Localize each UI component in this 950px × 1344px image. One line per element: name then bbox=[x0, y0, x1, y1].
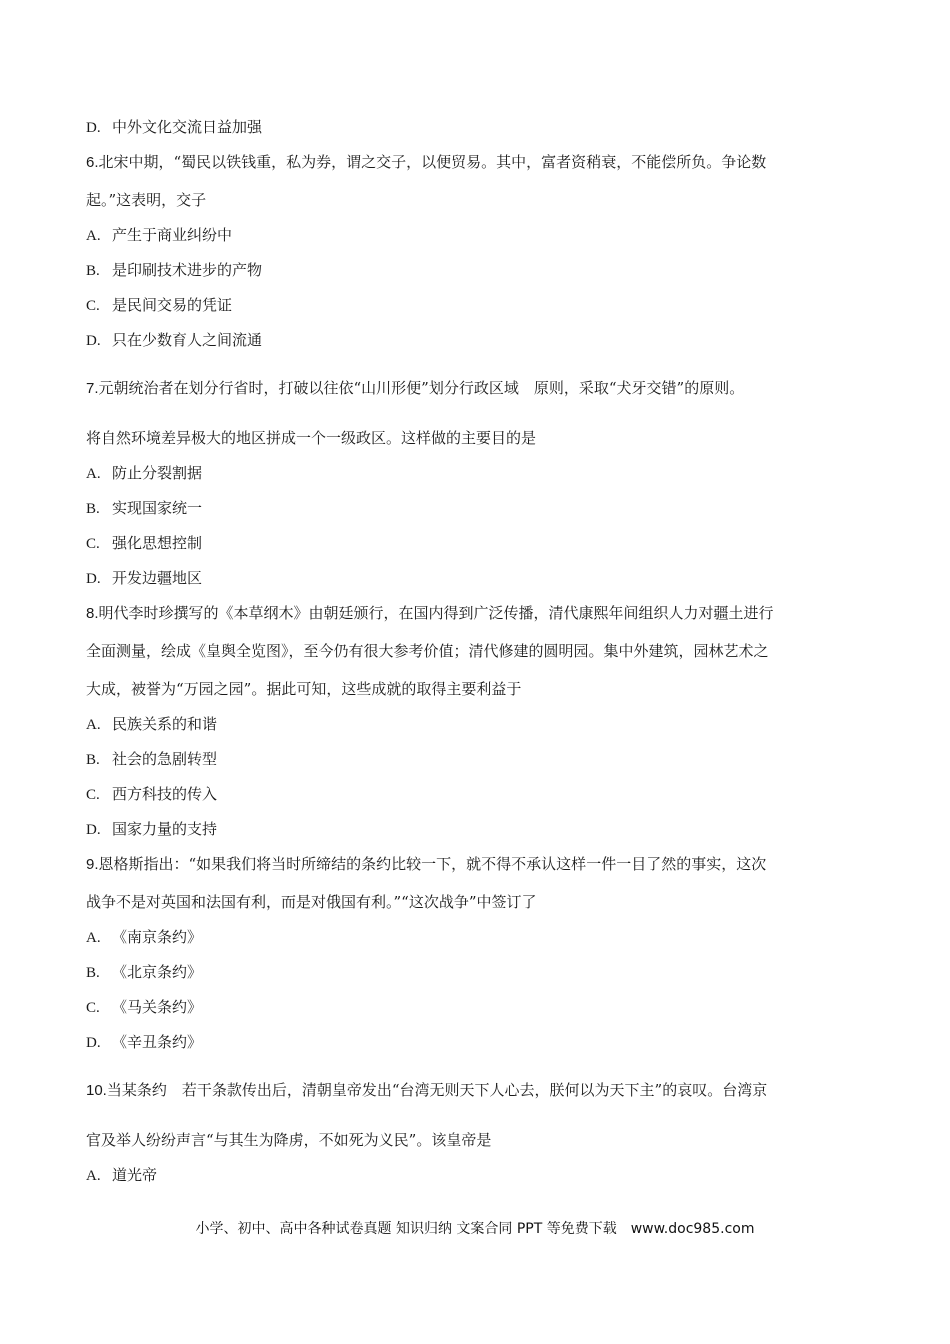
option-letter: A. bbox=[86, 466, 101, 482]
question-text: 战争不是对英国和法国有利，而是对俄国有利。”“这次战争”中签订了 bbox=[86, 893, 537, 911]
option-q9-d bbox=[86, 1032, 202, 1053]
option-letter: B. bbox=[86, 965, 100, 981]
option-text: 《马关条约》 bbox=[112, 998, 203, 1016]
question-number: 6. bbox=[86, 154, 99, 171]
question-8-continued-1 bbox=[86, 641, 769, 661]
option-text: 强化思想控制 bbox=[112, 534, 203, 552]
option-q7-b bbox=[86, 498, 202, 519]
option-q9-c bbox=[86, 997, 202, 1018]
question-text: 将自然环境差异极大的地区拼成一个一级政区。这样做的主要目的是 bbox=[86, 429, 537, 447]
option-q6-b bbox=[86, 260, 262, 281]
option-letter: A. bbox=[86, 1168, 101, 1184]
question-text: 起。”这表明，交子 bbox=[86, 191, 207, 209]
question-6-continued bbox=[86, 190, 206, 210]
question-6 bbox=[86, 152, 766, 173]
option-text: 只在少数育人之间流通 bbox=[112, 331, 263, 349]
option-text: 中外文化交流日益加强 bbox=[112, 118, 263, 136]
option-letter: A. bbox=[86, 930, 101, 946]
option-text: 防止分裂割据 bbox=[112, 464, 203, 482]
option-letter: C. bbox=[86, 536, 100, 552]
option-letter: C. bbox=[86, 1000, 100, 1016]
question-number: 8. bbox=[86, 605, 99, 622]
option-text: 民族关系的和谐 bbox=[112, 715, 218, 733]
option-text: 国家力量的支持 bbox=[112, 820, 218, 838]
option-text: 西方科技的传入 bbox=[112, 785, 218, 803]
option-q7-c bbox=[86, 533, 202, 554]
option-q6-a bbox=[86, 225, 232, 246]
option-text: 《辛丑条约》 bbox=[112, 1033, 203, 1051]
option-q10-a bbox=[86, 1165, 157, 1186]
option-letter: B. bbox=[86, 263, 100, 279]
option-letter: D. bbox=[86, 333, 101, 349]
question-7 bbox=[86, 378, 744, 399]
question-number: 9. bbox=[86, 856, 99, 873]
option-text: 《南京条约》 bbox=[112, 928, 203, 946]
option-q8-a bbox=[86, 714, 217, 735]
question-9 bbox=[86, 854, 766, 875]
option-letter: C. bbox=[86, 298, 100, 314]
option-q6-d bbox=[86, 330, 262, 351]
question-8 bbox=[86, 603, 774, 624]
option-letter: D. bbox=[86, 571, 101, 587]
option-letter: A. bbox=[86, 228, 101, 244]
question-text: 明代李时珍撰写的《本草纲木》由朝廷颁行，在国内得到广泛传播，清代康熙年间组织人力对疆土进行 bbox=[98, 604, 774, 622]
option-text: 《北京条约》 bbox=[112, 963, 203, 981]
option-letter: B. bbox=[86, 752, 100, 768]
question-9-continued bbox=[86, 892, 537, 912]
question-8-continued-2 bbox=[86, 679, 521, 699]
option-q7-a bbox=[86, 463, 202, 484]
question-number: 7. bbox=[86, 380, 99, 397]
option-q9-b bbox=[86, 962, 202, 983]
option-q9-a bbox=[86, 927, 202, 948]
question-text: 元朝统治者在划分行省时，打破以往依“山川形便”划分行政区域 原则，采取“犬牙交错”的原则。 bbox=[98, 379, 745, 397]
question-10 bbox=[86, 1080, 767, 1101]
question-text: 大成，被誉为“万园之园”。据此可知，这些成就的取得主要利益于 bbox=[86, 680, 522, 698]
option-q8-c bbox=[86, 784, 217, 805]
option-q5-d bbox=[86, 117, 262, 138]
option-q8-d bbox=[86, 819, 217, 840]
question-10-continued bbox=[86, 1130, 491, 1150]
question-text: 官及举人纷纷声言“与其生为降虏，不如死为义民”。该皇帝是 bbox=[86, 1131, 492, 1149]
question-7-continued bbox=[86, 428, 536, 448]
question-text: 全面测量，绘成《皇舆全览图》，至今仍有很大参考价值；清代修建的圆明园。集中外建筑，园林艺术之 bbox=[86, 642, 769, 660]
option-q8-b bbox=[86, 749, 217, 770]
option-text: 开发边疆地区 bbox=[112, 569, 203, 587]
option-letter: C. bbox=[86, 787, 100, 803]
question-number: 10. bbox=[86, 1082, 107, 1099]
option-q6-c bbox=[86, 295, 232, 316]
option-letter: B. bbox=[86, 501, 100, 517]
option-text: 道光帝 bbox=[112, 1166, 158, 1184]
option-text: 产生于商业纠纷中 bbox=[112, 226, 233, 244]
page-footer: 小学、初中、高中各种试卷真题 知识归纳 文案合同 PPT 等免费下载 www.doc985.com bbox=[195, 1221, 755, 1237]
option-letter: D. bbox=[86, 822, 101, 838]
question-text: 北宋中期，“蜀民以铁钱重，私为券，谓之交子，以便贸易。其中，富者资稍衰，不能偿所负。争论数 bbox=[98, 153, 767, 171]
option-letter: D. bbox=[86, 1035, 101, 1051]
option-text: 是印刷技术进步的产物 bbox=[112, 261, 263, 279]
question-text: 当某条约 若干条款传出后，清朝皇帝发出“台湾无则天下人心去，朕何以为天下主”的哀叹。台湾京 bbox=[106, 1081, 768, 1099]
option-text: 是民间交易的凭证 bbox=[112, 296, 233, 314]
question-text: 恩格斯指出：“如果我们将当时所缔结的条约比较一下，就不得不承认这样一件一目了然的事实，这次 bbox=[98, 855, 767, 873]
option-q7-d bbox=[86, 568, 202, 589]
option-text: 社会的急剧转型 bbox=[112, 750, 218, 768]
option-letter: D. bbox=[86, 120, 101, 136]
option-text: 实现国家统一 bbox=[112, 499, 203, 517]
option-letter: A. bbox=[86, 717, 101, 733]
